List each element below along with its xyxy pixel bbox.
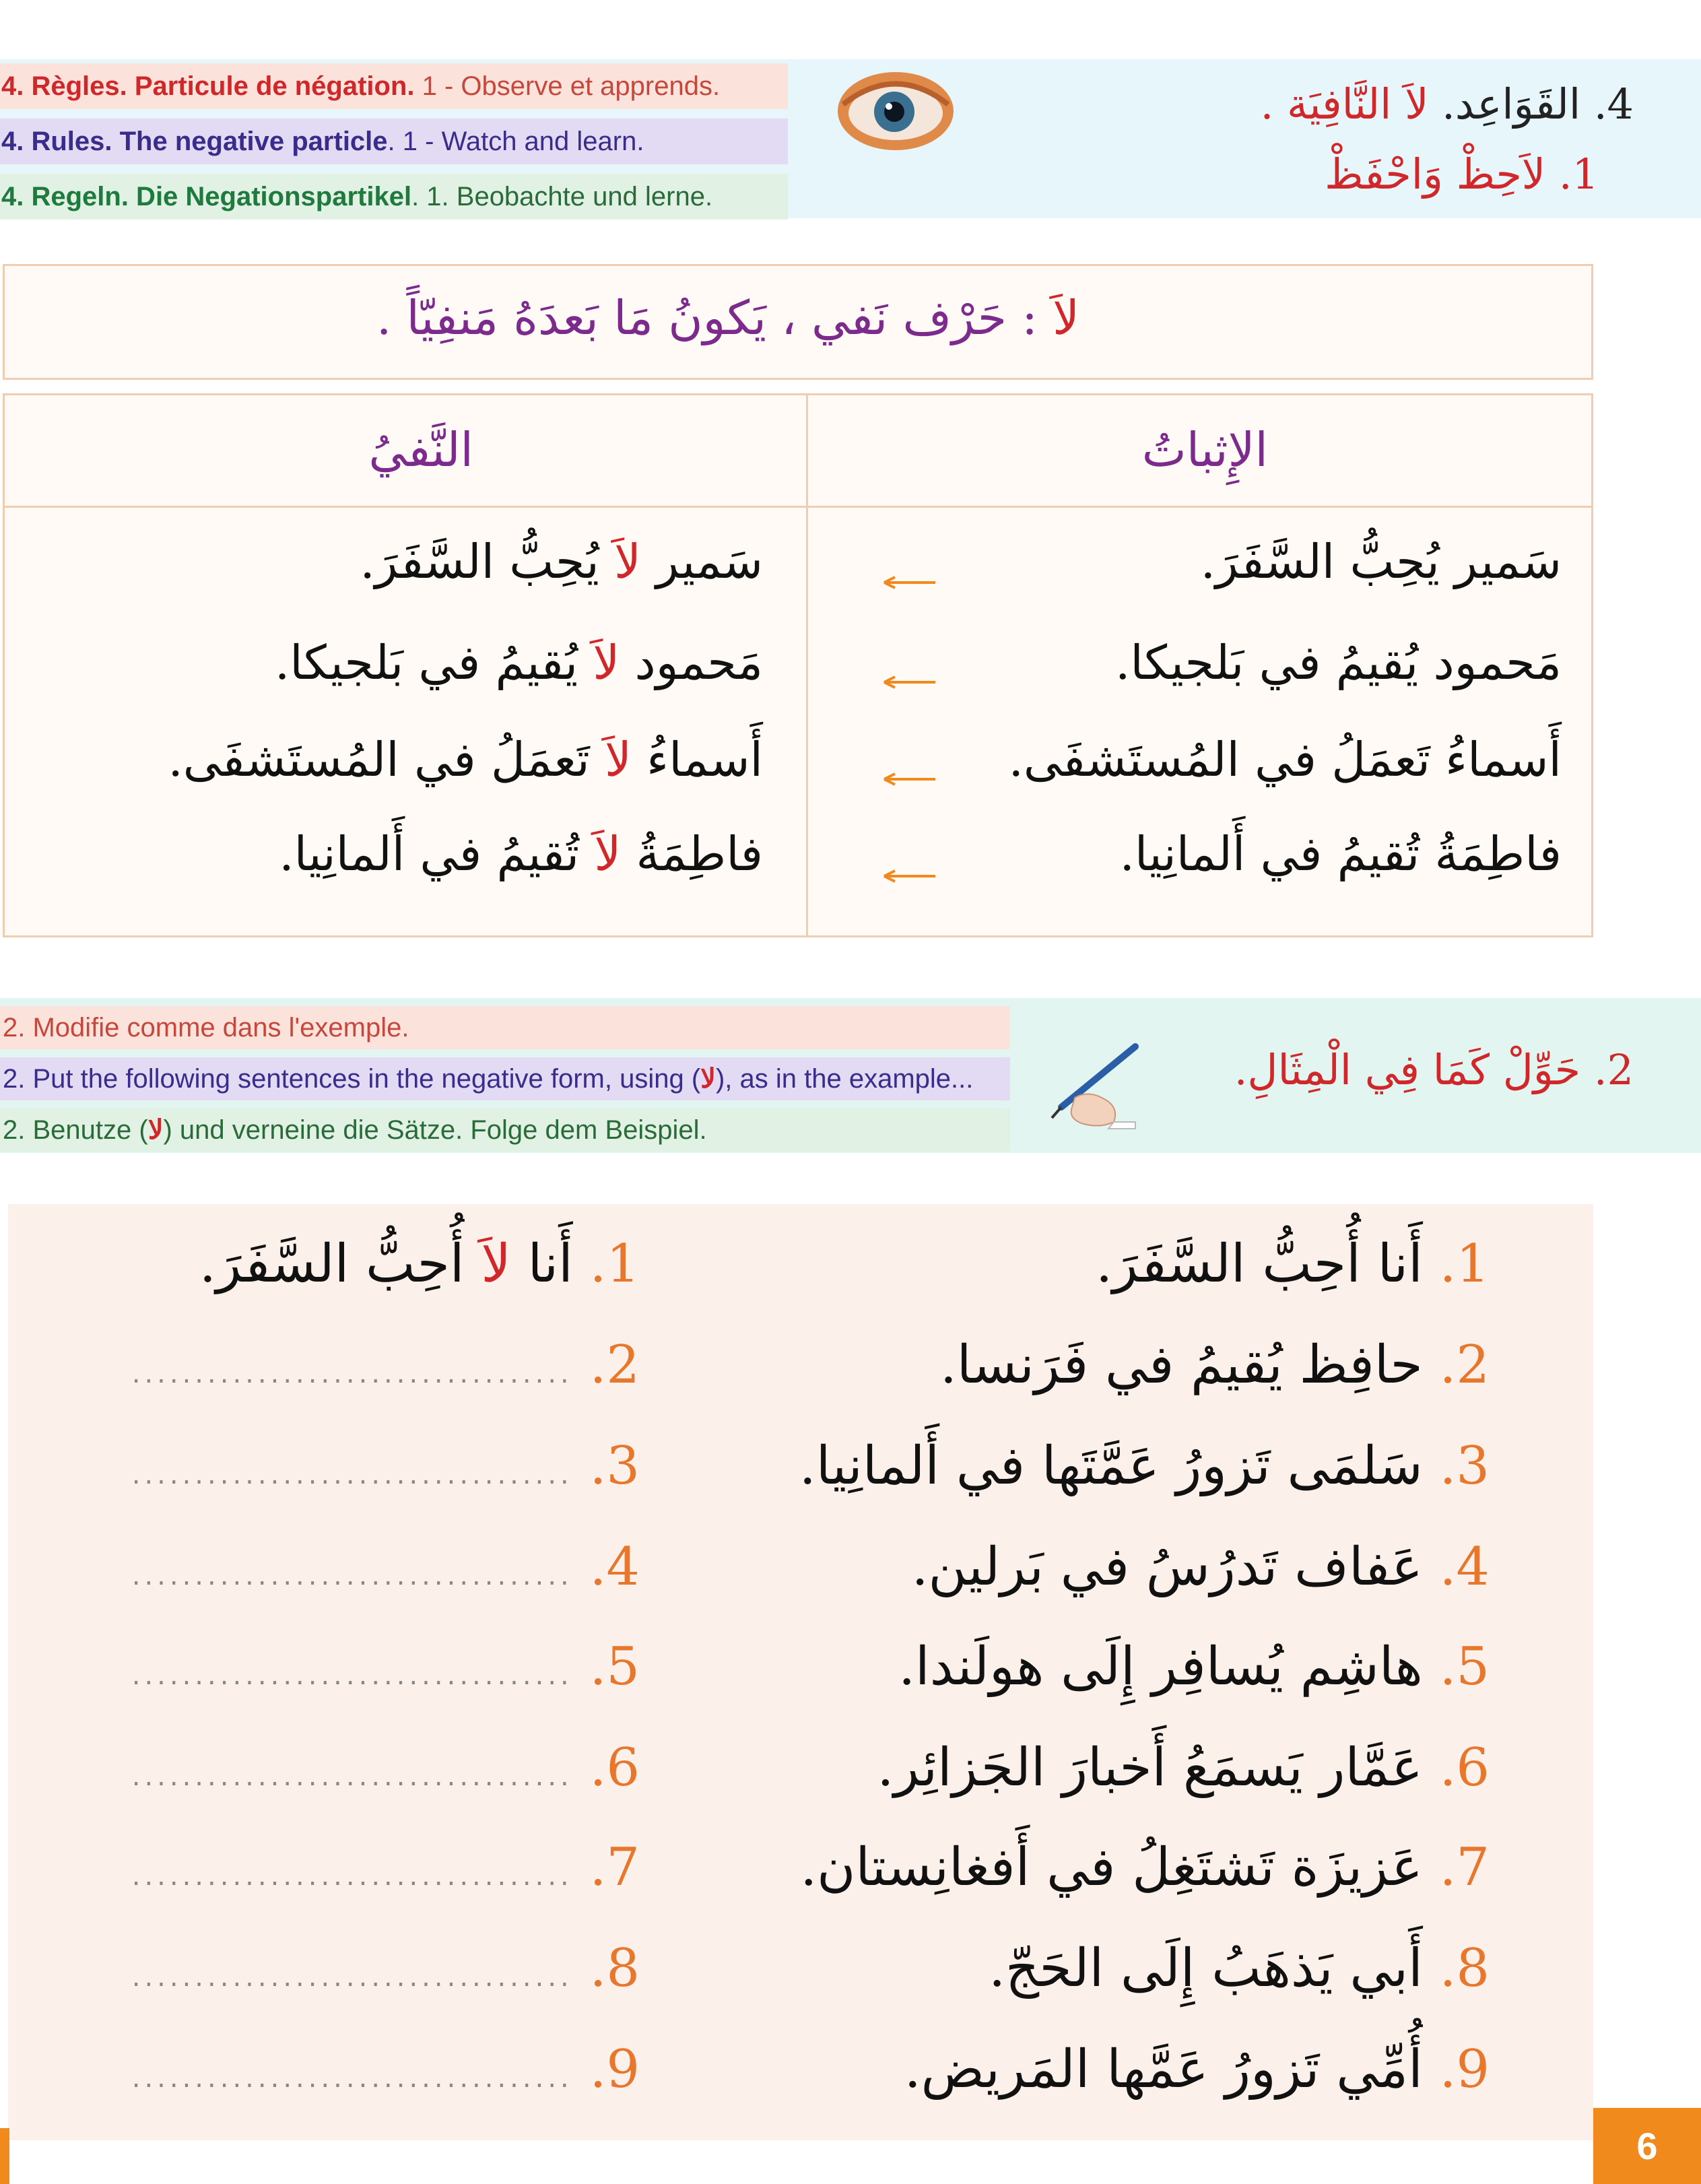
answer-blank[interactable]: 9. ...................................	[131, 2039, 640, 2100]
table-header-affirmation: الإِثباتُ	[1141, 422, 1268, 477]
list-item: 4. عَفاف تَدرُسُ في بَرلين.	[911, 1537, 1490, 1597]
table-row-negation: سَمير لاَ يُحِبُّ السَّفَرَ.	[360, 534, 763, 589]
page-number-box	[1593, 2108, 1701, 2184]
eye-icon	[835, 67, 956, 155]
arrow-left-icon	[880, 869, 937, 883]
table-row-affirmation: سَمير يُحِبُّ السَّفَرَ.	[1200, 534, 1562, 589]
arrow-left-icon	[880, 576, 937, 589]
instruction-fr: 4. Règles. Particule de négation. 1 - Observe et apprends.	[0, 63, 788, 109]
exercise-area	[8, 1204, 1593, 2140]
negation-table	[3, 393, 1593, 937]
table-row-negation: مَحمود لاَ يُقيمُ في بَلجيكا.	[274, 635, 763, 690]
page-number: 6	[1636, 2125, 1658, 2167]
list-item: 8. أَبي يَذهَبُ إِلَى الحَجّ.	[989, 1938, 1490, 1999]
pen-hand-icon	[1034, 1043, 1142, 1130]
corner-tab	[0, 2128, 9, 2184]
answer-blank[interactable]: 2. ...................................	[131, 1335, 640, 1395]
exercise-instruction-de: 2. Benutze (لا) und verneine die Sätze. Folge dem Beispiel.	[0, 1108, 1010, 1152]
table-row-negation: فاطِمَةُ لاَ تُقيمُ في أَلمانِيا.	[279, 826, 763, 882]
table-header-negation: النَّفيُ	[368, 422, 473, 477]
table-row-negation: أَسماءُ لاَ تَعمَلُ في المُستَشفَى.	[168, 732, 763, 787]
answer-blank[interactable]: 5. ...................................	[131, 1636, 640, 1697]
rule-text: لاَ : حَرْف نَفي ، يَكونُ مَا بَعدَهُ مَنفِيّاً .	[376, 290, 1079, 345]
list-item: 1. أَنا أُحِبُّ السَّفَرَ.	[1096, 1234, 1490, 1294]
example-answer: 1. أَنا لاَ أُحِبُّ السَّفَرَ.	[199, 1234, 640, 1294]
list-item: 3. سَلمَى تَزورُ عَمَّتَها في أَلمانِيا.	[799, 1436, 1490, 1496]
table-divider	[806, 395, 808, 935]
exercise-instruction-fr: 2. Modifie comme dans l'exemple.	[0, 1006, 1010, 1049]
list-item: 7. عَزيزَة تَشتَغِلُ في أَفغانِستان.	[800, 1837, 1490, 1898]
answer-blank[interactable]: 7. ...................................	[131, 1837, 640, 1898]
answer-blank[interactable]: 3. ...................................	[131, 1436, 640, 1496]
list-item: 6. عَمَّار يَسمَعُ أَخبارَ الجَزائِر.	[877, 1738, 1490, 1798]
section-subtitle-ar: 1. لاَحِظْ وَاحْفَظْ	[1325, 150, 1599, 199]
table-row-affirmation: أَسماءُ تَعمَلُ في المُستَشفَى.	[1008, 732, 1562, 787]
list-item: 5. هاشِم يُسافِر إِلَى هولَندا.	[898, 1636, 1490, 1697]
answer-blank[interactable]: 6. ...................................	[131, 1738, 640, 1798]
table-row-affirmation: فاطِمَةُ تُقيمُ في أَلمانِيا.	[1119, 826, 1562, 882]
arrow-left-icon	[880, 772, 937, 786]
instruction-de: 4. Regeln. Die Negationspartikel. 1. Beobachte und lerne.	[0, 174, 788, 220]
answer-blank[interactable]: 4. ...................................	[131, 1537, 640, 1597]
rule-box	[3, 264, 1593, 380]
list-item: 9. أُمِّي تَزورُ عَمَّها المَريض.	[904, 2039, 1490, 2100]
instruction-en: 4. Rules. The negative particle. 1 - Watch and learn.	[0, 119, 788, 164]
section-title-ar: 4. القَوَاعِد. لاَ النَّافِيَة .	[1260, 79, 1634, 129]
answer-blank[interactable]: 8. ...................................	[131, 1938, 640, 1999]
table-row-affirmation: مَحمود يُقيمُ في بَلجيكا.	[1115, 635, 1562, 690]
arrow-left-icon	[880, 675, 937, 689]
exercise-title-ar: 2. حَوِّلْ كَمَا فِي الْمِثَالِ.	[1234, 1045, 1634, 1094]
list-item: 2. حافِظ يُقيمُ في فَرَنسا.	[939, 1335, 1490, 1395]
table-header-divider	[5, 506, 1591, 508]
exercise-instruction-en: 2. Put the following sentences in the negative form, using (لا), as in the example...	[0, 1057, 1010, 1100]
